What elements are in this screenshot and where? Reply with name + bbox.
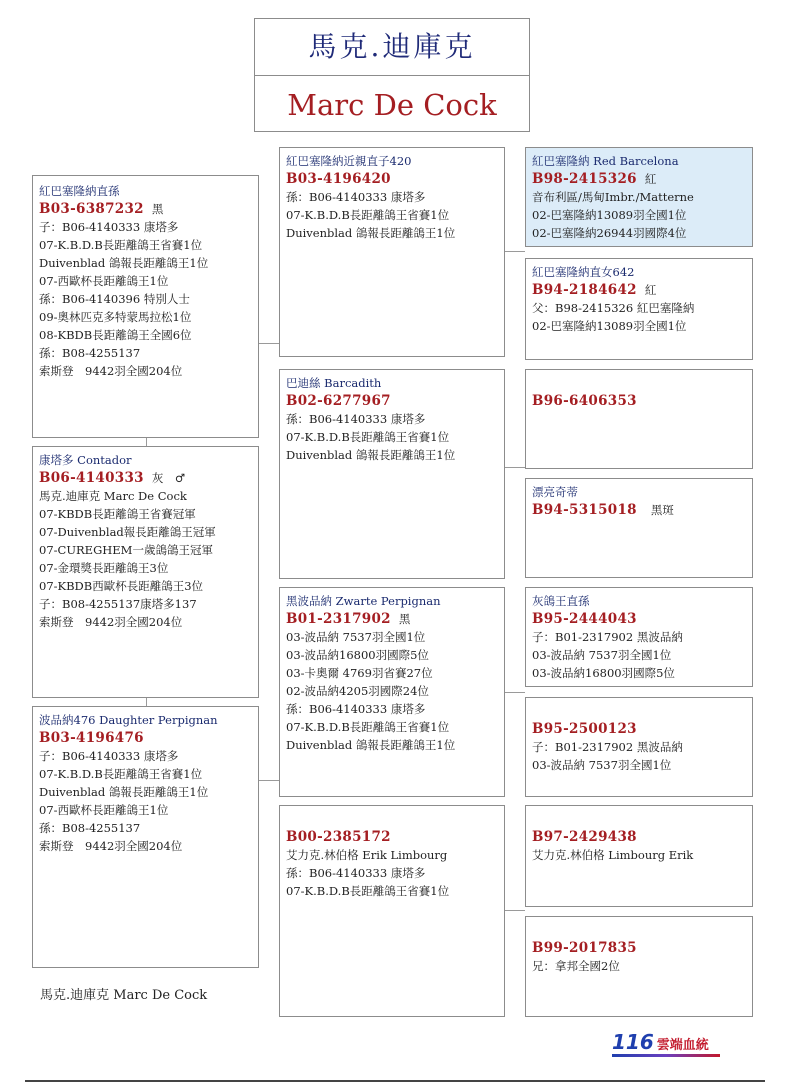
connector-line <box>146 438 147 446</box>
sire-ring-number: B03-6387232 <box>39 201 144 217</box>
great-grandparent-card <box>525 697 753 797</box>
brand-number: 116 <box>612 1030 654 1054</box>
subject-bird-record: 07-金環獎長距離鴿王3位 <box>39 561 169 575</box>
great-grandparent-ring-number: B99-2017835 <box>532 940 637 956</box>
great-grandparent-record: 03-波品納16800羽國際5位 <box>532 666 675 680</box>
title-box <box>254 18 530 132</box>
sire-record: 孫：B08-4255137 <box>39 346 141 360</box>
grandparent-record: 03-卡奧爾 4769羽省賽27位 <box>286 666 433 680</box>
dam-ring-number: B03-4196476 <box>39 730 144 746</box>
sire-record: 07-K.B.D.B長距離鴿王省賽1位 <box>39 238 203 252</box>
great-grandparent-record: 02-巴塞隆納26944羽國際4位 <box>532 226 687 240</box>
great-grandparent-ring-number: B95-2500123 <box>532 721 637 737</box>
grandparent-record: 孫：B06-4140333 康塔多 <box>286 866 426 880</box>
grandparent-card <box>279 369 505 579</box>
grandparent-ring-number: B02-6277967 <box>286 393 391 409</box>
sire-record: 索斯登 9442羽全國204位 <box>39 364 183 378</box>
great-grandparent-card <box>525 369 753 469</box>
grandparent-card <box>279 805 505 1017</box>
great-grandparent-card <box>525 478 753 578</box>
great-grandparent-record: 子：B01-2317902 黑波品納 <box>532 630 683 644</box>
subject-bird-ring-number: B06-4140333 <box>39 470 144 486</box>
great-grandparent-card <box>525 805 753 907</box>
subject-bird-record: 07-Duivenblad報長距離鴿王冠軍 <box>39 525 216 539</box>
dam-record: 索斯登 9442羽全國204位 <box>39 839 183 853</box>
grandparent-record: 07-K.B.D.B長距離鴿王省賽1位 <box>286 720 450 734</box>
grandparent-card <box>279 147 505 357</box>
connector-line <box>259 343 279 344</box>
grandparent-record: 07-K.B.D.B長距離鴿王省賽1位 <box>286 430 450 444</box>
subject-bird-record: 索斯登 9442羽全國204位 <box>39 615 183 629</box>
grandparent-color: 黑 <box>398 612 411 626</box>
grandparent-record: 孫：B06-4140333 康塔多 <box>286 412 426 426</box>
great-grandparent-record: 父：B98-2415326 紅巴塞隆納 <box>532 301 695 315</box>
great-grandparent-card <box>525 147 753 247</box>
bottom-divider <box>25 1080 765 1082</box>
dam-record: 07-西歐杯長距離鴿王1位 <box>39 803 169 817</box>
grandparent-record: Duivenblad 鴿報長距離鴿王1位 <box>286 738 456 752</box>
great-grandparent-name: 漂亮奇蒂 <box>532 485 578 499</box>
subject-bird-color: 灰 ♂ <box>151 471 186 485</box>
great-grandparent-record: 音布利區/馬甸Imbr./Matterne <box>532 190 694 204</box>
brand-text: 雲端血統 <box>656 1038 709 1053</box>
sire-record: Duivenblad 鴿報長距離鴿王1位 <box>39 256 209 270</box>
grandparent-record: 03-波品納16800羽國際5位 <box>286 648 429 662</box>
subject-bird-record: 馬克.迪庫克 Marc De Cock <box>39 489 187 503</box>
grandparent-ring-number: B03-4196420 <box>286 171 391 187</box>
grandparent-record: 孫：B06-4140333 康塔多 <box>286 190 426 204</box>
sire-name: 紅巴塞隆納直孫 <box>39 184 120 198</box>
grandparent-name: 巴迪絲 Barcadith <box>286 376 382 390</box>
connector-line <box>505 910 525 911</box>
dam-record: 子：B06-4140333 康塔多 <box>39 749 179 763</box>
sire-color: 黑 <box>151 202 164 216</box>
grandparent-record: 03-波品納 7537羽全國1位 <box>286 630 426 644</box>
connector-line <box>505 467 525 468</box>
sire-record: 孫：B06-4140396 特別人士 <box>39 292 190 306</box>
dam-card <box>32 706 259 968</box>
great-grandparent-ring-number: B95-2444043 <box>532 611 637 627</box>
great-grandparent-card <box>525 587 753 687</box>
subject-bird-record: 子：B08-4255137康塔多137 <box>39 597 197 611</box>
great-grandparent-color: 黑斑 <box>650 503 674 517</box>
brand-logo <box>612 1030 709 1054</box>
grandparent-card <box>279 587 505 797</box>
subject-bird-name: 康塔多 Contador <box>39 453 132 467</box>
great-grandparent-record: 03-波品納 7537羽全國1位 <box>532 758 672 772</box>
grandparent-record: Duivenblad 鴿報長距離鴿王1位 <box>286 448 456 462</box>
subject-bird-record: 07-CUREGHEM一歲鴿鴿王冠軍 <box>39 543 213 557</box>
sire-record: 08-KBDB長距離鴿王全國6位 <box>39 328 192 342</box>
subject-name-chinese: 馬克.迪庫克 <box>255 19 529 76</box>
great-grandparent-name: 紅巴塞隆納 Red Barcelona <box>532 154 679 168</box>
grandparent-record: 孫：B06-4140333 康塔多 <box>286 702 426 716</box>
great-grandparent-color: 紅 <box>644 172 657 186</box>
sire-card <box>32 175 259 438</box>
great-grandparent-ring-number: B94-2184642 <box>532 282 637 298</box>
great-grandparent-record: 子：B01-2317902 黑波品納 <box>532 740 683 754</box>
grandparent-name: 紅巴塞隆納近親直子420 <box>286 154 412 168</box>
great-grandparent-record: 兄：拿邦全國2位 <box>532 959 620 973</box>
subject-bird-record: 07-KBDB長距離鴿王省賽冠軍 <box>39 507 196 521</box>
subject-bird-card <box>32 446 259 698</box>
connector-line <box>505 251 525 252</box>
great-grandparent-name: 紅巴塞隆納直女642 <box>532 265 635 279</box>
grandparent-record: 07-K.B.D.B長距離鴿王省賽1位 <box>286 884 450 898</box>
sire-record: 07-西歐杯長距離鴿王1位 <box>39 274 169 288</box>
grandparent-record: 07-K.B.D.B長距離鴿王省賽1位 <box>286 208 450 222</box>
brand-underline <box>612 1054 720 1057</box>
great-grandparent-card <box>525 916 753 1017</box>
dam-record: Duivenblad 鴿報長距離鴿王1位 <box>39 785 209 799</box>
dam-name: 波品納476 Daughter Perpignan <box>39 713 218 727</box>
subject-name-english: Marc De Cock <box>287 88 497 122</box>
sire-record: 09-奧林匹克多特蒙馬拉松1位 <box>39 310 192 324</box>
great-grandparent-card <box>525 258 753 360</box>
great-grandparent-name: 灰鴿王直孫 <box>532 594 590 608</box>
great-grandparent-ring-number: B97-2429438 <box>532 829 637 845</box>
great-grandparent-ring-number: B96-6406353 <box>532 393 637 409</box>
great-grandparent-record: 02-巴塞隆納13089羽全國1位 <box>532 208 687 222</box>
connector-line <box>505 692 525 693</box>
great-grandparent-color: 紅 <box>644 283 657 297</box>
grandparent-record: Duivenblad 鴿報長距離鴿王1位 <box>286 226 456 240</box>
grandparent-name: 黑波品納 Zwarte Perpignan <box>286 594 441 608</box>
connector-line <box>259 780 279 781</box>
connector-line <box>146 698 147 706</box>
dam-record: 07-K.B.D.B長距離鴿王省賽1位 <box>39 767 203 781</box>
owner-label: 馬克.迪庫克 Marc De Cock <box>40 988 208 1003</box>
grandparent-ring-number: B00-2385172 <box>286 829 391 845</box>
grandparent-record: 艾力克.林伯格 Erik Limbourg <box>286 848 448 862</box>
grandparent-ring-number: B01-2317902 <box>286 611 391 627</box>
sire-record: 子：B06-4140333 康塔多 <box>39 220 179 234</box>
great-grandparent-ring-number: B98-2415326 <box>532 171 637 187</box>
dam-record: 孫：B08-4255137 <box>39 821 141 835</box>
subject-bird-record: 07-KBDB西歐杯長距離鴿王3位 <box>39 579 204 593</box>
great-grandparent-record: 03-波品納 7537羽全國1位 <box>532 648 672 662</box>
grandparent-record: 02-波品納4205羽國際24位 <box>286 684 429 698</box>
great-grandparent-record: 02-巴塞隆納13089羽全國1位 <box>532 319 687 333</box>
great-grandparent-record: 艾力克.林伯格 Limbourg Erik <box>532 848 694 862</box>
great-grandparent-ring-number: B94-5315018 <box>532 502 637 518</box>
